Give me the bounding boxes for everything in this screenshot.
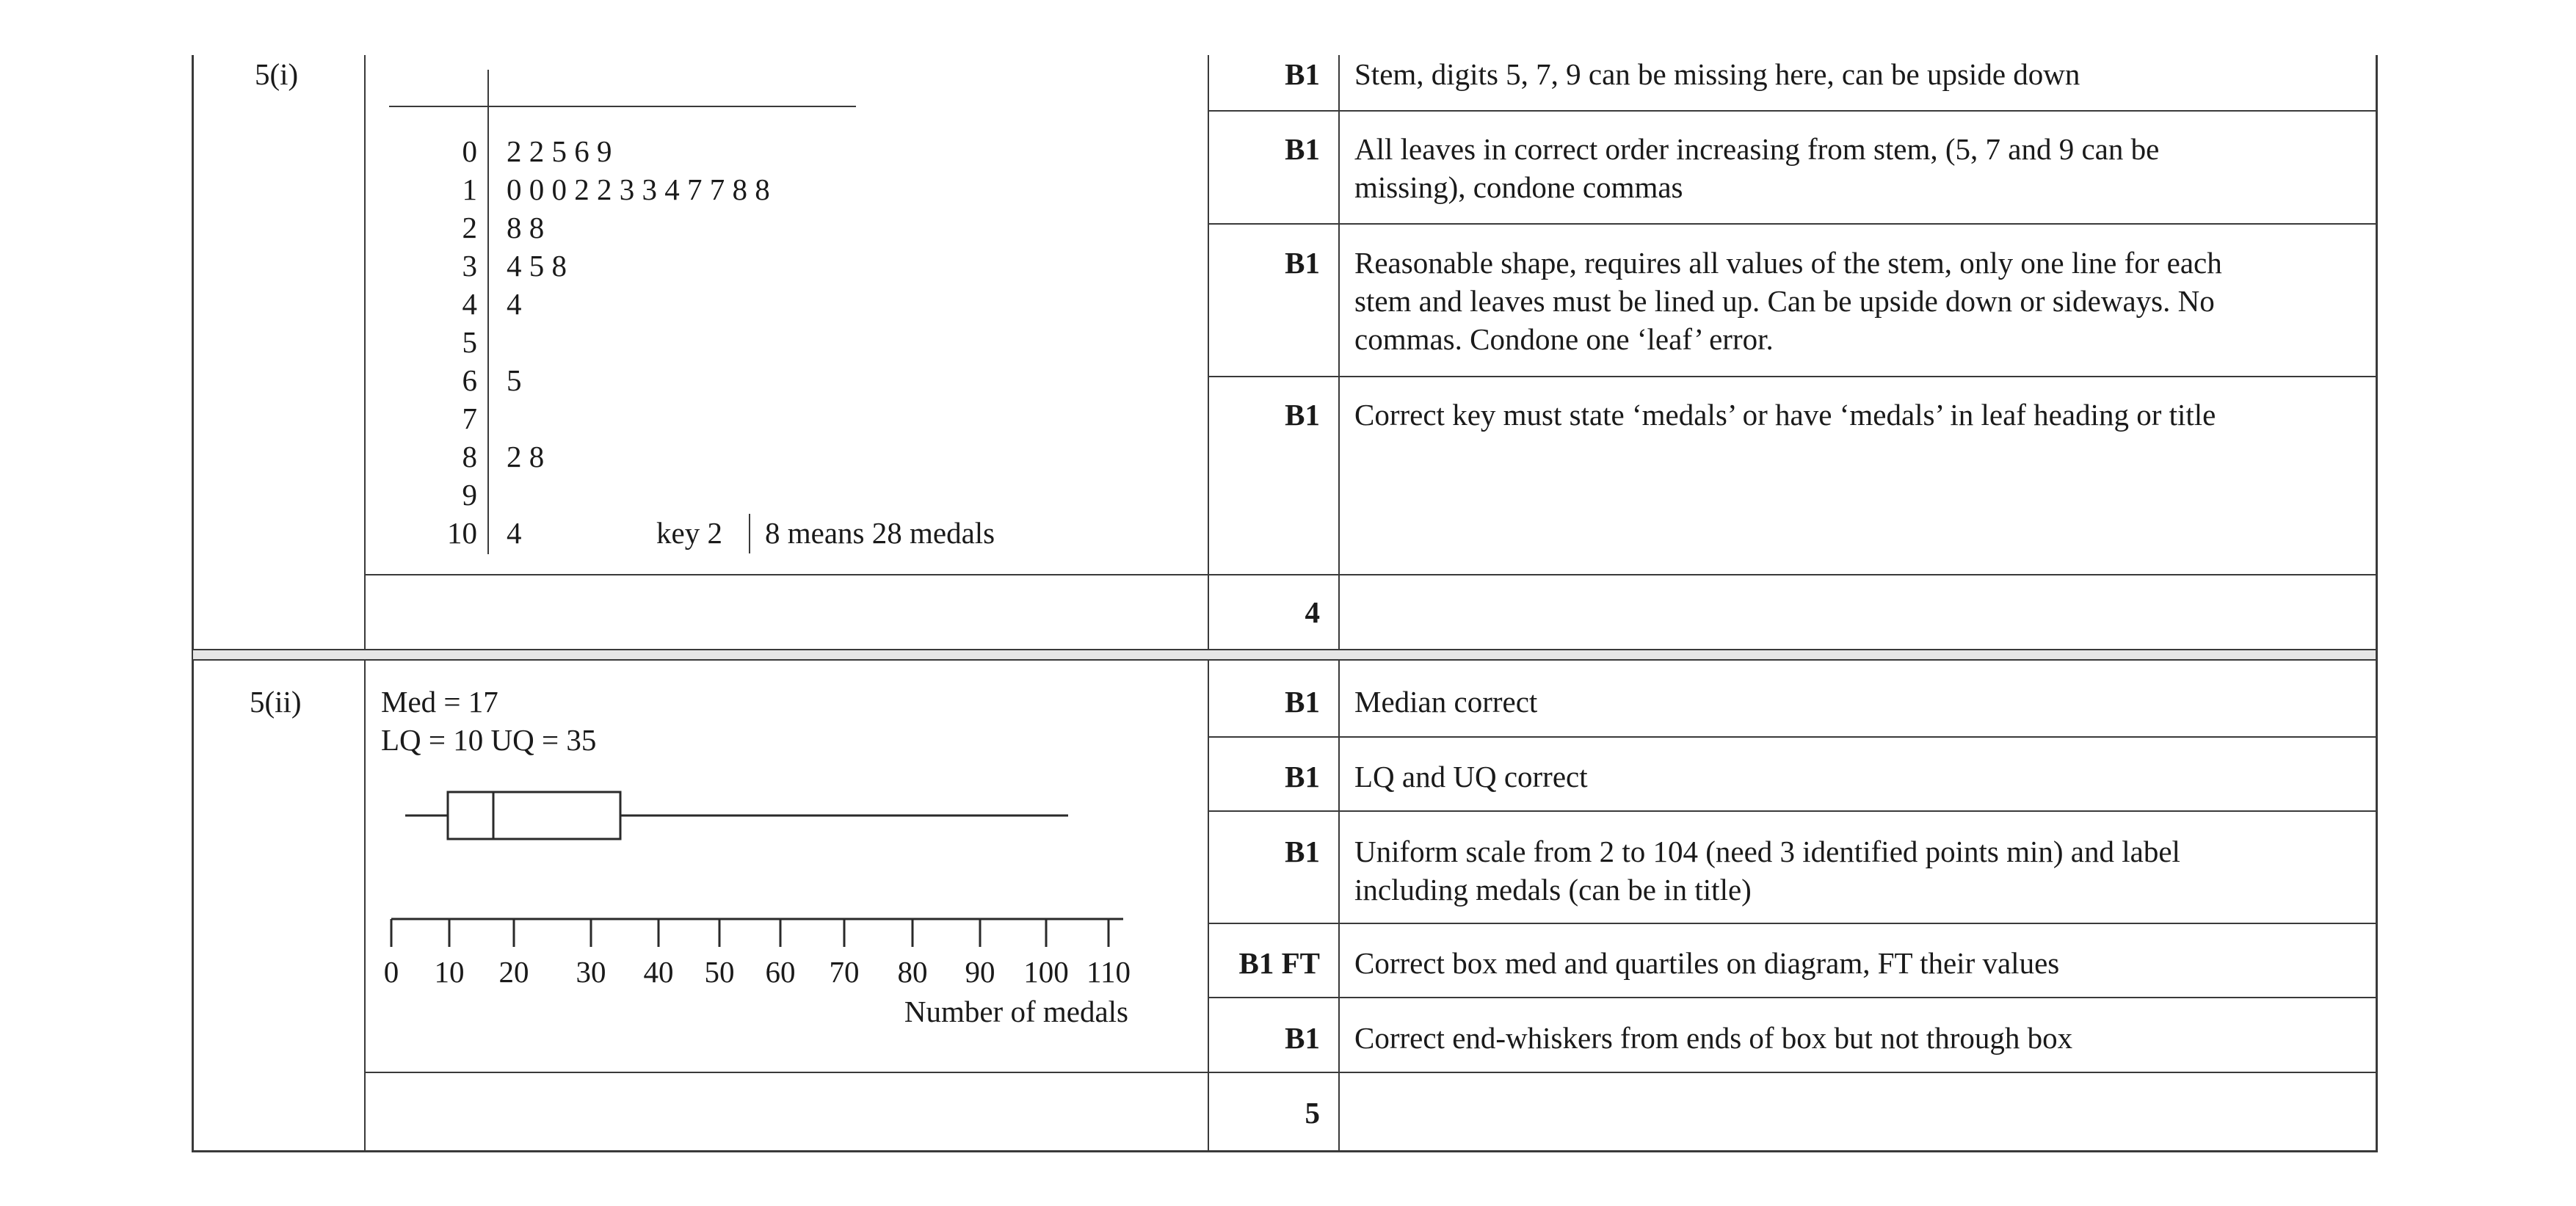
stem-value: 6: [462, 363, 477, 397]
stem-value: 10: [447, 516, 477, 550]
quartiles-answer: LQ = 10 UQ = 35: [381, 723, 597, 757]
guidance-text: Uniform scale from 2 to 104 (need 3 identified points min) and label: [1354, 835, 2180, 868]
leaf-values: 4 5 8: [507, 249, 567, 283]
scale-tick-label: 100: [1023, 955, 1069, 989]
guidance-text: stem and leaves must be lined up. Can be upside down or sideways. No: [1354, 284, 2215, 318]
mark-code: B1 FT: [1238, 946, 1320, 980]
mark-code: B1: [1285, 246, 1320, 280]
total-marks: 5: [1305, 1096, 1320, 1130]
scale-tick-label: 10: [434, 955, 465, 989]
mark-code: B1: [1285, 132, 1320, 166]
guidance-text: Correct key must state ‘medals’ or have ‘medals’ in leaf heading or title: [1354, 398, 2216, 432]
mark-code: B1: [1285, 1021, 1320, 1055]
axis-label: Number of medals: [904, 995, 1128, 1028]
stem-value: 8: [462, 440, 477, 473]
guidance-text: All leaves in correct order increasing from stem, (5, 7 and 9 can be: [1354, 132, 2160, 166]
key-prefix: key 2: [656, 516, 722, 550]
guidance-text: Median correct: [1354, 685, 1538, 719]
mark-code: B1: [1285, 57, 1320, 91]
guidance-text: Correct box med and quartiles on diagram, FT their values: [1354, 946, 2060, 980]
guidance-text: LQ and UQ correct: [1354, 760, 1588, 793]
stem-value: 7: [462, 402, 477, 435]
stem-value: 2: [462, 211, 477, 244]
scale-tick-label: 90: [965, 955, 995, 989]
guidance-text: Correct end-whiskers from ends of box but not through box: [1354, 1021, 2073, 1055]
scale-tick-label: 110: [1086, 955, 1131, 989]
leaf-values: 8 8: [507, 211, 545, 244]
leaf-values: 2 8: [507, 440, 545, 473]
question-number: 5(i): [255, 57, 299, 91]
median-answer: Med = 17: [381, 685, 498, 719]
mark-code: B1: [1285, 760, 1320, 793]
question-number: 5(ii): [250, 685, 302, 719]
total-marks: 4: [1305, 595, 1320, 629]
stem-value: 1: [462, 172, 477, 206]
scale-tick-label: 50: [704, 955, 735, 989]
leaf-values: 2 2 5 6 9: [507, 134, 612, 168]
guidance-text: commas. Condone one ‘leaf’ error.: [1354, 322, 1774, 356]
leaf-values: 0 0 0 2 2 3 3 4 7 7 8 8: [507, 172, 770, 206]
quartile-box: [448, 792, 620, 839]
leaf-values: 5: [507, 363, 522, 397]
scale-tick-label: 0: [383, 955, 399, 989]
stem-value: 3: [462, 249, 477, 283]
guidance-text: including medals (can be in title): [1354, 873, 1752, 907]
mark-code: B1: [1285, 685, 1320, 719]
guidance-text: Reasonable shape, requires all values of the stem, only one line for each: [1354, 246, 2222, 280]
stem-value: 4: [462, 287, 477, 321]
scale-tick-label: 30: [576, 955, 606, 989]
scale-tick-label: 40: [643, 955, 674, 989]
key-suffix: 8 means 28 medals: [765, 516, 995, 550]
mark-code: B1: [1285, 835, 1320, 868]
scale-tick-label: 20: [498, 955, 529, 989]
leaf-values: 4: [507, 516, 522, 550]
guidance-text: Stem, digits 5, 7, 9 can be missing here, can be upside down: [1354, 57, 2080, 91]
mark-code: B1: [1285, 398, 1320, 432]
guidance-text: missing), condone commas: [1354, 170, 1683, 204]
stem-value: 9: [462, 478, 477, 512]
leaf-values: 4: [507, 287, 522, 321]
stem-value: 0: [462, 134, 477, 168]
scale-tick-label: 80: [897, 955, 928, 989]
scale-tick-label: 60: [765, 955, 796, 989]
scale-tick-label: 70: [829, 955, 860, 989]
stem-value: 5: [462, 325, 477, 359]
